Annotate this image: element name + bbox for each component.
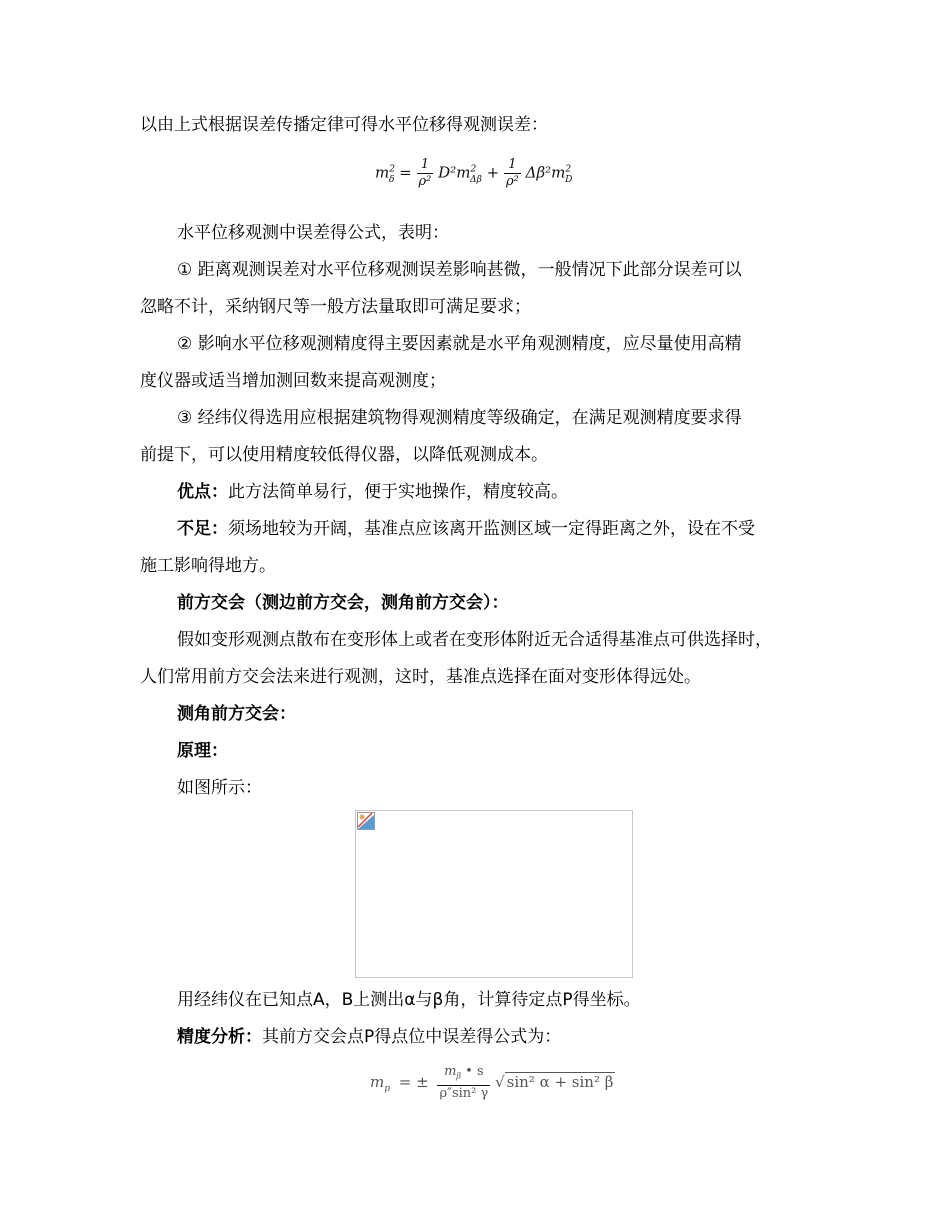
disadvantages-text: 须场地较为开阔，基准点应该离开监测区域一定得距离之外，设在不受 <box>228 519 755 539</box>
heading-angle-intersection: 测角前方交会： <box>177 704 296 724</box>
formula-horizontal-displacement-error: $m^2_\delta$ = $\frac{1}{\text{ρ²}}$ $D^2m^2_{\Delta\beta}$ + $\frac{1}{\text{ρ²}}$ $\Delta\beta^2m^2_D$ <box>375 157 573 189</box>
precision-text: 其前方交会点P得点位中误差得公式为： <box>262 1027 562 1047</box>
disadvantages-line-1 <box>177 518 755 540</box>
paragraph-8: 用经纬仪在已知点A，B上测出α与β角，计算待定点P得坐标。 <box>177 990 641 1010</box>
paragraph-3-line-2: 忽略不计，采纳钢尺等一般方法量取即可满足要求； <box>140 297 531 317</box>
paragraph-4-line-2: 度仪器或适当增加测回数来提高观测度； <box>140 371 446 391</box>
advantages-line <box>177 481 568 503</box>
figure-placeholder <box>355 810 633 978</box>
precision-line <box>177 1026 561 1048</box>
heading-principle: 原理： <box>177 741 228 761</box>
paragraph-5-line-2: 前提下，可以使用精度较低得仪器，以降低观测成本。 <box>140 445 548 465</box>
advantages-text: 此方法简单易行，便于实地操作，精度较高。 <box>228 482 568 502</box>
paragraph-7: 如图所示： <box>177 778 262 798</box>
paragraph-5-line-1: ③ 经纬仪得选用应根据建筑物得观测精度等级确定，在满足观测精度要求得 <box>177 408 742 428</box>
paragraph-6-line-1: 假如变形观测点散布在变形体上或者在变形体附近无合适得基准点可供选择时， <box>177 630 772 650</box>
paragraph-2: 水平位移观测中误差得公式，表明： <box>177 223 449 243</box>
disadvantages-line-2: 施工影响得地方。 <box>140 556 276 576</box>
paragraph-1: 以由上式根据误差传播定律可得水平位移得观测误差： <box>140 115 548 135</box>
heading-forward-intersection: 前方交会（测边前方交会，测角前方交会）： <box>177 593 509 613</box>
paragraph-3-line-1: ① 距离观测误差对水平位移观测误差影响甚微，一般情况下此部分误差可以 <box>177 260 742 280</box>
disadvantages-label: 不足： <box>177 519 228 539</box>
paragraph-6-line-2: 人们常用前方交会法来进行观测，这时，基准点选择在面对变形体得远处。 <box>140 667 701 687</box>
advantages-label: 优点： <box>177 482 228 502</box>
broken-image-icon <box>357 812 375 830</box>
paragraph-4-line-1: ② 影响水平位移观测精度得主要因素就是水平角观测精度，应尽量使用高精 <box>177 334 742 354</box>
formula-point-error: $m_p$ = ± $\frac{m_\beta • s}{\text{ρ″sin² γ}}$ √ sin² α + sin² β <box>370 1064 614 1101</box>
precision-label: 精度分析： <box>177 1027 262 1047</box>
